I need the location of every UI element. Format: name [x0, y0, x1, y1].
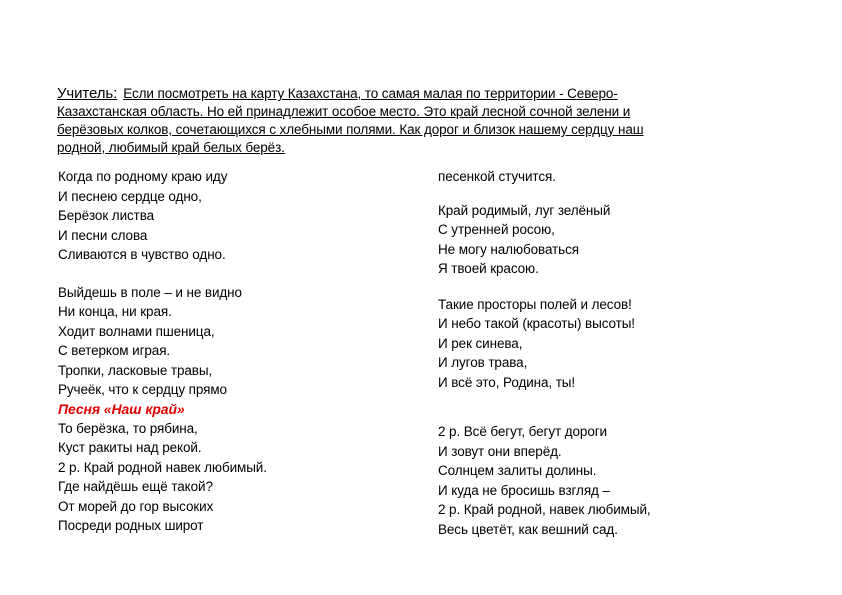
verse-line: И песни слова: [58, 227, 148, 243]
verse-line: И всё это, Родина, ты!: [438, 374, 576, 390]
verse-line: Куст ракиты над рекой.: [58, 440, 202, 455]
right-column: [438, 167, 818, 539]
verse-line: 2 р. Край родной навек любимый.: [58, 459, 267, 475]
verse-line: Край родимый, луг зелёный: [438, 202, 611, 218]
verse-line: Весь цветёт, как вешний сад.: [438, 521, 618, 537]
verse-line: Ни конца, ни края.: [58, 304, 172, 319]
verse-line: 2 р. Всё бегут, бегут дороги: [438, 424, 607, 439]
verse-line: Тропки, ласковые травы,: [58, 362, 213, 378]
intro-line-3: берёзовых колков, сочетающихся с хлебными полями. Как дорог и близок нашему сердцу наш: [57, 122, 644, 137]
right-stanza-1: [438, 201, 818, 279]
song-title: Песня «Наш край»: [58, 400, 185, 417]
intro-text-1: Если посмотреть на карту Казахстана, то самая малая по территории - Северо-: [123, 86, 618, 101]
left-stanza-1: [58, 167, 418, 265]
verse-line: Ручеёк, что к сердцу прямо: [58, 382, 227, 397]
verse-line: И лугов трава,: [438, 355, 528, 370]
verse-line: И зовут они вперёд.: [438, 443, 562, 459]
verse-line: Выйдешь в поле – и не видно: [58, 284, 242, 300]
verse-line: Берёзок листва: [58, 208, 155, 223]
verse-line: песенкой стучится.: [438, 169, 556, 184]
verse-line: Когда по родному краю иду: [58, 169, 228, 184]
intro-line-2: Казахстанская область. Но ей принадлежит особое место. Это край лесной сочной зелени и: [57, 104, 631, 119]
verse-line: И рек синева,: [438, 335, 523, 351]
verse-line: И куда не бросишь взгляд –: [438, 482, 610, 498]
verse-line: С ветерком играя.: [58, 343, 171, 358]
verse-line: И небо такой (красоты) высоты!: [438, 316, 635, 331]
right-stanza-2: [438, 295, 818, 393]
verse-line: С утренней росою,: [438, 222, 555, 237]
verse-line: Солнцем залиты долины.: [438, 463, 597, 478]
speaker-label: Учитель:: [57, 85, 118, 102]
verse-line: Где найдёшь ещё такой?: [58, 479, 213, 494]
verse-line: 2 р. Край родной, навек любимый,: [438, 502, 651, 517]
verse-line: Посреди родных широт: [58, 518, 204, 533]
verse-line: Я твоей красою.: [438, 261, 539, 276]
right-stanza-0: [438, 167, 818, 187]
verse-line: Такие просторы полей и лесов!: [438, 296, 632, 312]
left-stanza-3: [58, 419, 418, 536]
verse-line: Сливаются в чувство одно.: [58, 247, 226, 262]
right-stanza-3: [438, 422, 818, 539]
verse-line: От морей до гор высоких: [58, 498, 214, 514]
teacher-intro: [57, 85, 772, 157]
verse-line: То берёзка, то рябина,: [58, 420, 198, 436]
intro-line-4: родной, любимый край белых берёз.: [57, 140, 285, 155]
left-stanza-2: [58, 283, 418, 400]
verse-line: И песнею сердце одно,: [58, 188, 202, 204]
left-column: [58, 167, 418, 536]
verse-line: Не могу налюбоваться: [438, 241, 579, 257]
intro-line-1: [57, 85, 772, 103]
verse-line: Ходит волнами пшеница,: [58, 323, 215, 339]
